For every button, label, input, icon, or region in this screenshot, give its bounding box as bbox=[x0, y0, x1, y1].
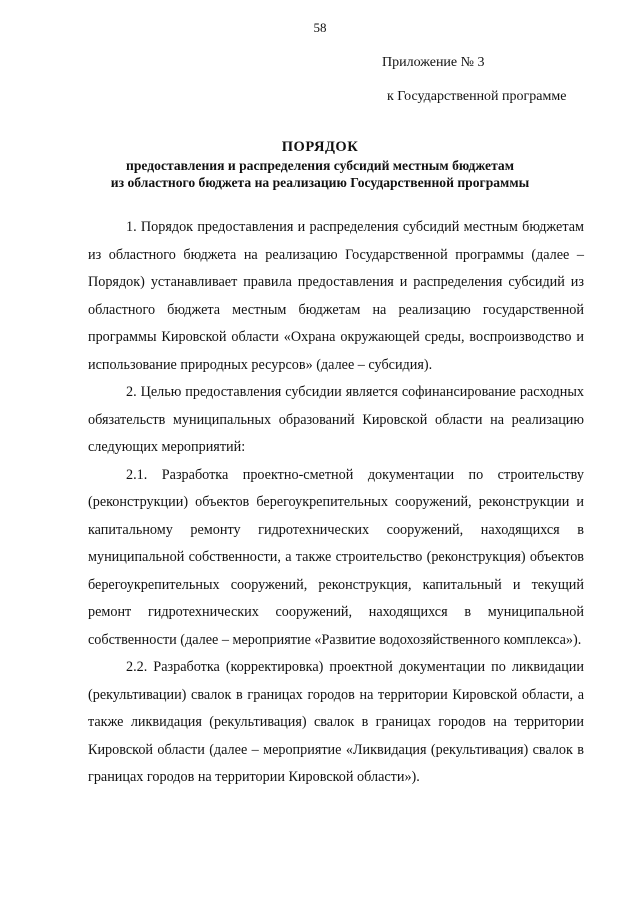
paragraph-2: 2. Целью предоставления субсидии является софинансирование расходных обязательств муниципальных образований Кировской области на реализацию следующих мероприятий: bbox=[88, 384, 584, 455]
page-number: 58 bbox=[313, 20, 327, 35]
paragraph-2-1: 2.1. Разработка проектно-сметной документации по строительству (реконструкции) объектов берегоукрепительных сооружений, реконструкции и капитальному ремонту гидротехнических сооружений, находящихся в муниципальной собственности, а также строительство (реконструкция) объектов берегоукрепительных сооружений, реконструкция, капитальный и текущий ремонт гидротехнических сооружений, находящихся в муниципальной собственности (далее – мероприятие «Развитие водохозяйственного комплекса»). bbox=[88, 466, 584, 648]
appendix-subtitle: к Государственной программе bbox=[387, 89, 567, 104]
paragraph-1: 1. Порядок предоставления и распределения субсидий местным бюджетам из областного бюджета на реализацию Государственной программы (далее – Порядок) устанавливает правила предоставления и распределения субсидий из областного бюджета местным бюджетам на реализацию государственной программы Кировской области «Охрана окружающей среды, воспроизводство и использование природных ресурсов» (далее – субсидия). bbox=[88, 219, 584, 373]
paragraph-2-2: 2.2. Разработка (корректировка) проектной документации по ликвидации (рекультивации) свалок в границах городов на территории Кировской области, а также ликвидация (рекультивация) свалок в границах городов на территории Кировской области (далее – мероприятие «Ликвидация (рекультивация) свалок в границах городов на территории Кировской области»). bbox=[88, 659, 584, 785]
document-subtitle-line-2: из областного бюджета на реализацию Государственной программы bbox=[110, 175, 530, 190]
document-subtitle bbox=[0, 157, 640, 191]
document-body bbox=[88, 214, 584, 792]
document-title: ПОРЯДОК bbox=[281, 139, 359, 155]
document-subtitle-line-1: предоставления и распределения субсидий местным бюджетам bbox=[126, 158, 514, 173]
appendix-title: Приложение № 3 bbox=[382, 55, 485, 70]
